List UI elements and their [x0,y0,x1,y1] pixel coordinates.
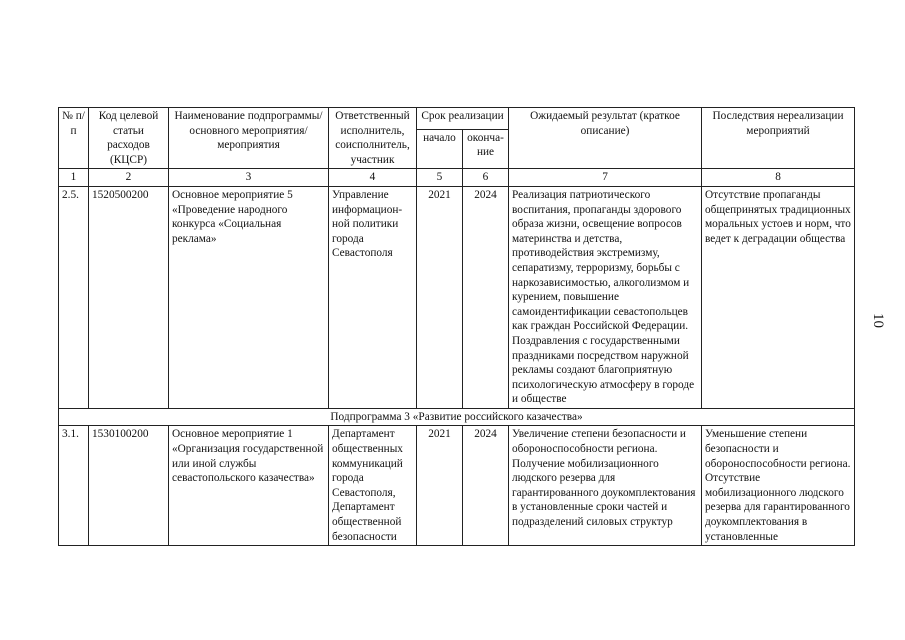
header-row [59,108,855,130]
row-responsible: Департамент общественных коммуникаций города Севастополя, Департамент общественной безопасности [329,426,417,546]
row-name: Основное мероприятие 5 «Проведение народного конкурса «Социальная реклама» [169,186,329,408]
row-end: 2024 [463,186,509,408]
subprogram-row [59,408,855,426]
header-num: № п/п [59,108,89,169]
col-number: 5 [417,169,463,187]
col-number: 7 [509,169,702,187]
header-responsible: Ответственный исполнитель, соисполнитель, участник [329,108,417,169]
col-number: 2 [89,169,169,187]
col-number: 4 [329,169,417,187]
row-num: 2.5. [59,186,89,408]
row-code: 1520500200 [89,186,169,408]
header-name: Наименование подпрограммы/ основного мероприятия/ мероприятия [169,108,329,169]
row-name: Основное мероприятие 1 «Организация государственной или иной службы севастопольского казачества» [169,426,329,546]
header-term: Срок реализации [417,108,509,130]
row-result: Увеличение степени безопасности и обороноспособности региона. Получение мобилизационного людского резерва для гарантированного доукомплектования в установленные сроки частей и подразделений силовых структур [509,426,702,546]
row-consequence: Отсутствие пропаганды общепринятых традиционных моральных устоев и норм, что ведет к деградации общества [702,186,855,408]
row-responsible: Управление информацион-ной политики города Севастополя [329,186,417,408]
page-number: 10 [870,313,886,328]
column-number-row [59,169,855,187]
row-num: 3.1. [59,426,89,546]
header-consequence: Последствия нереализации мероприятий [702,108,855,169]
row-code: 1530100200 [89,426,169,546]
row-start: 2021 [417,186,463,408]
subprogram-title: Подпрограмма 3 «Развитие российского казачества» [59,408,855,426]
row-start: 2021 [417,426,463,546]
table-row [59,426,855,546]
col-number: 6 [463,169,509,187]
row-result: Реализация патриотического воспитания, пропаганды здорового образа жизни, освещение вопросов материнства и детства, противодействия экстремизму, сепаратизму, терроризму, борьбы с наркозависимостью, алкоголизмом и курением, повышение самоидентификации севастопольцев как граждан Российской Федерации. Поздравления с государственными праздниками посредством наружной рекламы создают благоприятную психологическую атмосферу в городе и обществе [509,186,702,408]
header-end: оконча-ние [463,129,509,169]
activities-table [58,107,855,546]
table-row [59,186,855,408]
header-result: Ожидаемый результат (краткое описание) [509,108,702,169]
header-code: Код целевой статьи расходов (КЦСР) [89,108,169,169]
header-start: начало [417,129,463,169]
col-number: 1 [59,169,89,187]
col-number: 8 [702,169,855,187]
col-number: 3 [169,169,329,187]
row-end: 2024 [463,426,509,546]
row-consequence: Уменьшение степени безопасности и обороноспособности региона. Отсутствие мобилизационного людского резерва для гарантированного доукомплектования в установленные [702,426,855,546]
